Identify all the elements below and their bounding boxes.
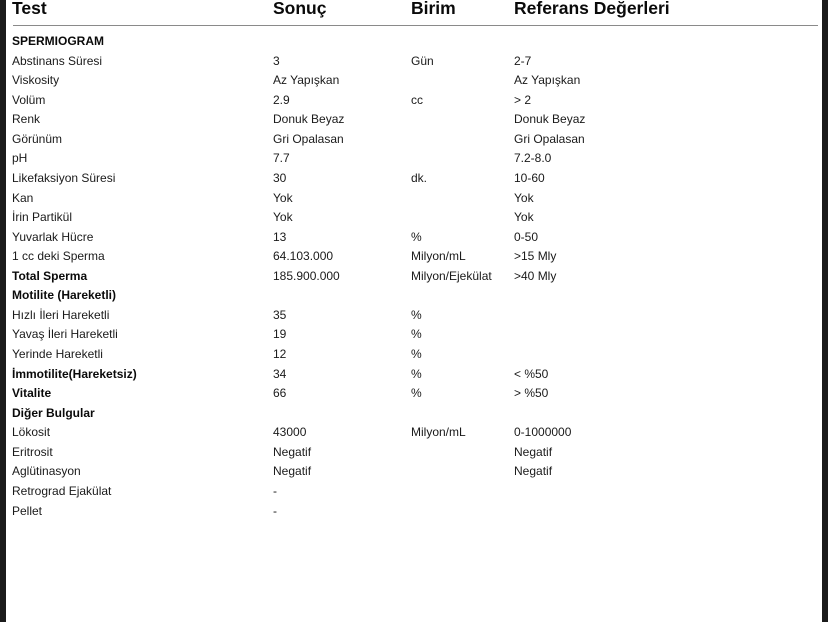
- test-name: Yavaş İleri Hareketli: [12, 327, 118, 342]
- result-value: -: [273, 483, 277, 498]
- result-value: Negatif: [273, 464, 312, 479]
- test-name: Kan: [12, 190, 34, 205]
- section-row: [6, 404, 822, 424]
- result-value: 3: [273, 53, 280, 68]
- unit-value: Milyon/mL: [411, 425, 466, 440]
- test-name: Hızlı İleri Hareketli: [12, 307, 110, 322]
- section-row: [6, 267, 822, 287]
- result-value: 12: [273, 347, 287, 361]
- table-row: [6, 208, 822, 228]
- header-divider: [13, 25, 818, 26]
- test-name: İrin Partikül: [12, 210, 73, 225]
- unit-value: dk.: [411, 170, 428, 185]
- test-name: Lökosit: [12, 425, 51, 440]
- section-row: [6, 286, 822, 306]
- result-value: 13: [273, 229, 287, 244]
- reference-value: > 2: [514, 92, 532, 107]
- test-name: Viskosity: [12, 73, 60, 88]
- reference-value: < %50: [514, 366, 549, 381]
- result-value: Gri Opalasan: [273, 131, 344, 146]
- unit-value: %: [411, 347, 422, 361]
- table-row: [6, 149, 822, 169]
- result-value: Donuk Beyaz: [273, 112, 345, 127]
- test-name: Volüm: [12, 92, 46, 107]
- reference-value: Az Yapışkan: [514, 73, 581, 88]
- table-row: [6, 189, 822, 209]
- table-row: [6, 52, 822, 72]
- result-value: 64.103.000: [273, 249, 334, 264]
- result-value: 66: [273, 386, 287, 401]
- reference-value: 2-7: [514, 53, 532, 68]
- table-row: [6, 247, 822, 267]
- reference-value: 7.2-8.0: [514, 151, 552, 166]
- test-name: 1 cc deki Sperma: [12, 249, 105, 264]
- result-value: 19: [273, 327, 287, 342]
- table-row: [6, 110, 822, 130]
- reference-value: >40 Mly: [514, 268, 557, 283]
- header-unit: Birim: [411, 0, 456, 18]
- test-name: Motilite (Hareketli): [12, 288, 117, 303]
- test-name: Pellet: [12, 503, 43, 518]
- test-name: Renk: [12, 112, 41, 127]
- header-test: Test: [12, 0, 47, 18]
- result-value: Az Yapışkan: [273, 73, 340, 88]
- section-row: [6, 32, 822, 52]
- table-row: [6, 130, 822, 150]
- reference-value: 0-50: [514, 229, 539, 244]
- unit-value: cc: [411, 92, 423, 107]
- unit-value: %: [411, 366, 422, 381]
- section-row: [6, 365, 822, 385]
- reference-value: Gri Opalasan: [514, 131, 585, 146]
- result-value: 35: [273, 307, 287, 322]
- unit-value: %: [411, 386, 422, 401]
- result-value: Yok: [273, 190, 293, 205]
- table-row: [6, 482, 822, 502]
- unit-value: Milyon/Ejekülat: [411, 268, 492, 283]
- table-row: [6, 443, 822, 463]
- reference-value: Yok: [514, 190, 534, 205]
- result-value: Negatif: [273, 444, 312, 459]
- result-value: 34: [273, 366, 287, 381]
- section-row: [6, 384, 822, 404]
- result-value: 2.9: [273, 92, 290, 107]
- test-name: SPERMIOGRAM: [12, 34, 105, 48]
- test-name: Retrograd Ejakülat: [12, 483, 112, 498]
- table-row: [6, 71, 822, 91]
- unit-value: Gün: [411, 53, 434, 68]
- table-row: [6, 325, 822, 345]
- test-name: Görünüm: [12, 131, 63, 146]
- table-header: [6, 0, 822, 24]
- unit-value: %: [411, 307, 422, 322]
- reference-value: Negatif: [514, 444, 553, 459]
- header-result: Sonuç: [273, 0, 327, 18]
- result-value: -: [273, 503, 277, 518]
- test-name: Yerinde Hareketli: [12, 347, 103, 361]
- table-row: [6, 502, 822, 522]
- reference-value: Yok: [514, 210, 534, 225]
- reference-value: >15 Mly: [514, 249, 557, 264]
- table-row: [6, 423, 822, 443]
- test-name: Yuvarlak Hücre: [12, 229, 94, 244]
- test-name: Vitalite: [12, 386, 52, 401]
- test-name: Total Sperma: [12, 268, 88, 283]
- table-row: [6, 228, 822, 248]
- result-value: Yok: [273, 210, 293, 225]
- unit-value: %: [411, 229, 422, 244]
- reference-value: 0-1000000: [514, 425, 572, 440]
- table-row: [6, 169, 822, 189]
- test-name: İmmotilite(Hareketsiz): [12, 366, 137, 381]
- test-name: Likefaksiyon Süresi: [12, 170, 116, 185]
- table-row: [6, 345, 822, 365]
- test-name: Abstinans Süresi: [12, 53, 103, 68]
- result-value: 43000: [273, 425, 307, 440]
- table-row: [6, 91, 822, 111]
- results-table: [6, 32, 822, 521]
- reference-value: Negatif: [514, 464, 553, 479]
- lab-report-page: [6, 0, 822, 622]
- reference-value: Donuk Beyaz: [514, 112, 586, 127]
- result-value: 185.900.000: [273, 268, 340, 283]
- table-row: [6, 462, 822, 482]
- test-name: Aglütinasyon: [12, 464, 81, 479]
- reference-value: 10-60: [514, 170, 545, 185]
- test-name: Eritrosit: [12, 444, 53, 459]
- unit-value: Milyon/mL: [411, 249, 466, 264]
- header-reference: Referans Değerleri: [514, 0, 670, 18]
- reference-value: > %50: [514, 386, 549, 401]
- unit-value: %: [411, 327, 422, 342]
- table-row: [6, 306, 822, 326]
- result-value: 30: [273, 170, 287, 185]
- result-value: 7.7: [273, 151, 290, 166]
- test-name: pH: [12, 151, 28, 166]
- test-name: Diğer Bulgular: [12, 405, 95, 420]
